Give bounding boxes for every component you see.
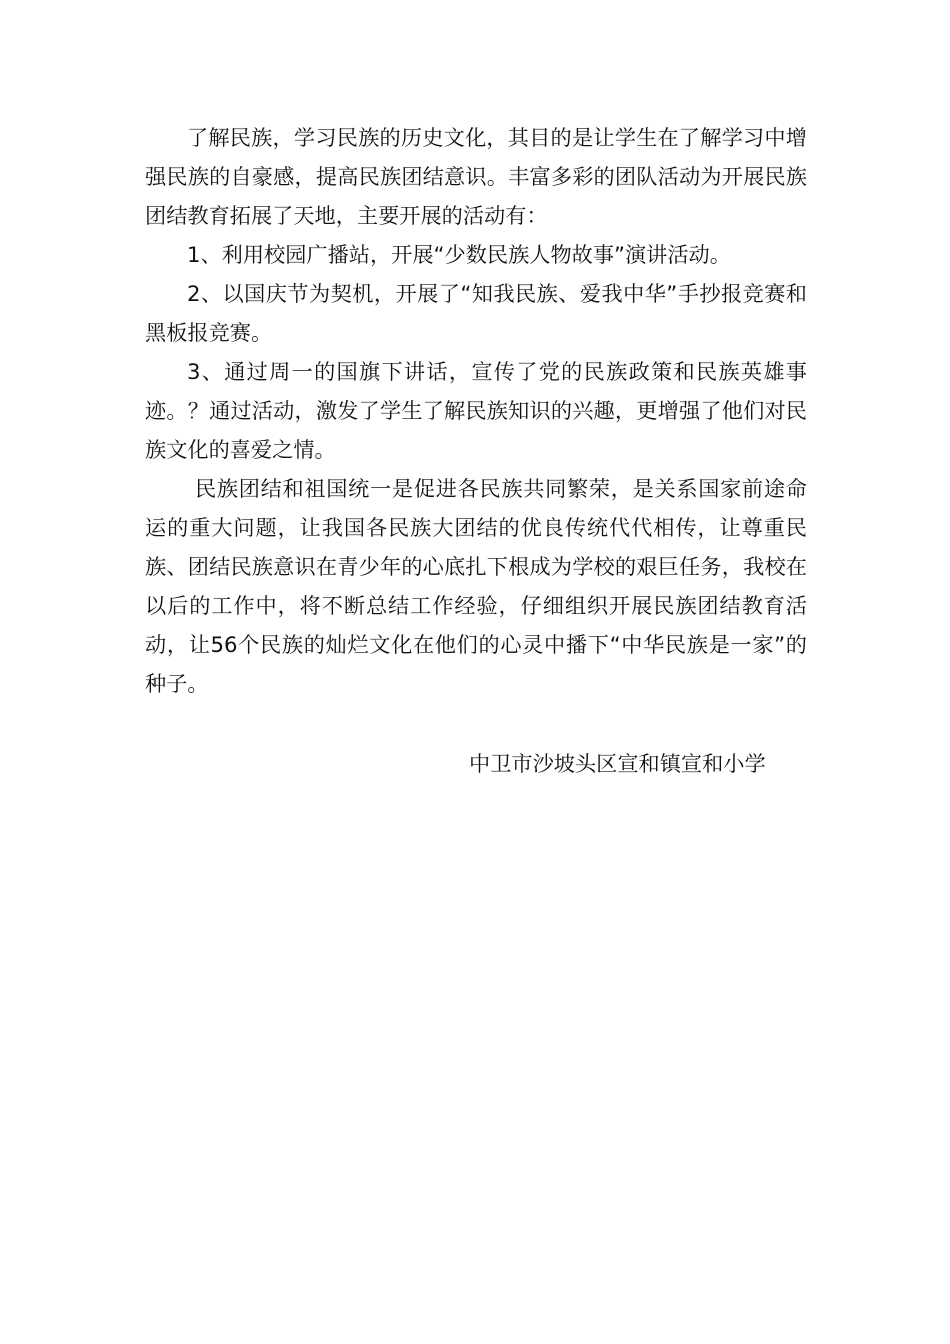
paragraph-activity-3: 3、通过周一的国旗下讲话，宣传了党的民族政策和民族英雄事迹。？通过活动，激发了学生了解民族知识的兴趣，更增强了他们对民族文化的喜爱之情。 (145, 359, 807, 462)
school-signature: 中卫市沙坡头区宣和镇宣和小学 (469, 751, 766, 776)
paragraph-conclusion: 民族团结和祖国统一是促进各民族共同繁荣，是关系国家前途命运的重大问题，让我国各民族大团结的优良传统代代相传，让尊重民族、团结民族意识在青少年的心底扎下根成为学校的艰巨任务，我校在以后的工作中，将不断总结工作经验，仔细组织开展民族团结教育活动，让56个民族的灿烂文化在他们的心灵中播下“中华民族是一家”的种子。 (145, 476, 807, 696)
paragraph-activity-1: 1、利用校园广播站，开展“少数民族人物故事”演讲活动。 (187, 242, 731, 267)
paragraph-activity-2: 2、以国庆节为契机，开展了“知我民族、爱我中华”手抄报竞赛和黑板报竞赛。 (145, 281, 807, 345)
paragraph-intro: 了解民族，学习民族的历史文化，其目的是让学生在了解学习中增强民族的自豪感，提高民族团结意识。丰富多彩的团队活动为开展民族团结教育拓展了天地，主要开展的活动有： (145, 125, 807, 228)
document-body (145, 118, 807, 703)
